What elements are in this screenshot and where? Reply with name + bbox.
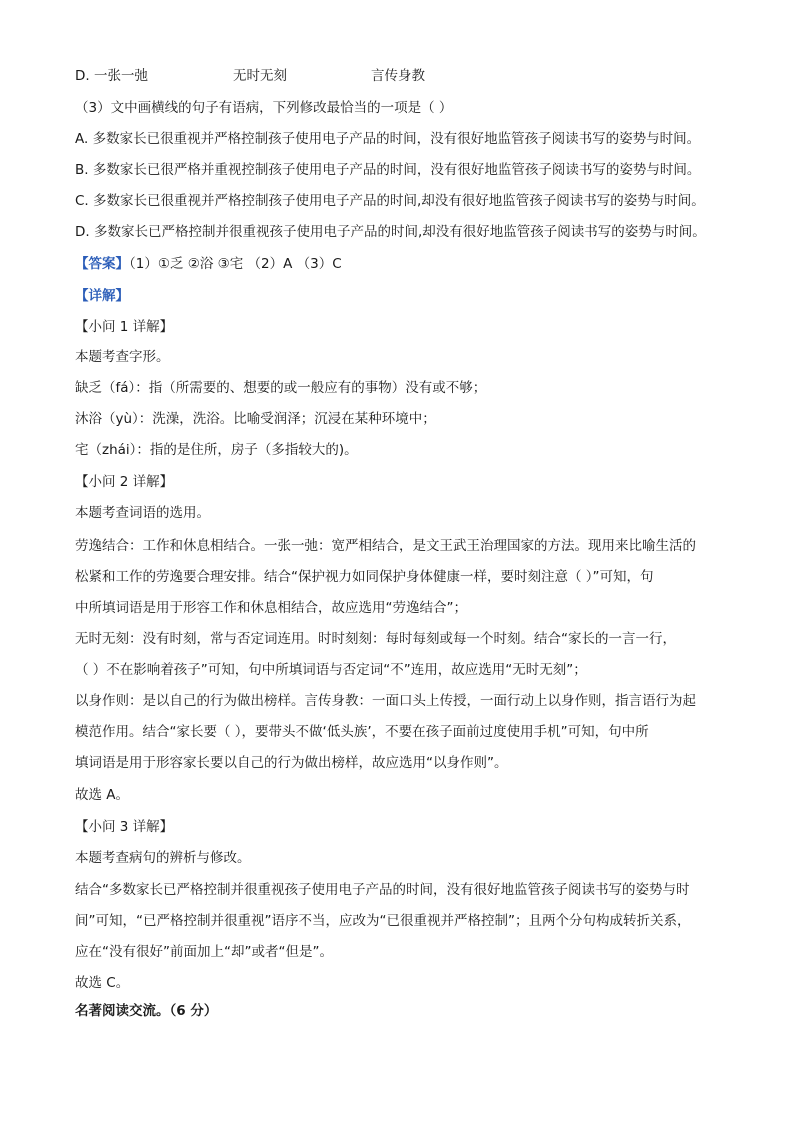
section-1-line: 宅（zhái）：指的是住所，房子（多指较大的)。 <box>75 442 358 458</box>
section-3-line: 应在“没有很好”前面加上“却”或者“但是”。 <box>75 944 333 960</box>
section-2-line: 劳逸结合：工作和休息相结合。一张一弛：宽严相结合，是文王武王治理国家的方法。现用来比喻生活的 <box>75 538 696 554</box>
detail-heading: 【详解】 <box>75 288 129 304</box>
section-1-line: 缺乏（fá）：指（所需要的、想要的或一般应有的事物）没有或不够； <box>75 380 487 396</box>
section-2-line: 模范作用。结合“家长要（ ），要带头不做‘低头族’，不要在孩子面前过度使用手机”可知，句中所 <box>75 724 649 740</box>
section-3-line: 间”可知，“已严格控制并很重视”语序不当，应改为“已很重视并严格控制”；且两个分句构成转折关系， <box>75 913 691 929</box>
section-2-line: 故选 A。 <box>75 787 130 803</box>
next-question-heading: 名著阅读交流。（6 分） <box>75 1003 218 1019</box>
section-2-line: 松紧和工作的劳逸要合理安排。结合“保护视力如同保护身体健康一样，要时刻注意（ ）”可知，句 <box>75 569 654 585</box>
option-d-word-2: 无时无刻 <box>233 68 287 84</box>
section-1-line: 沐浴（yù）：洗澡，洗浴。比喻受润泽；沉浸在某种环境中； <box>75 411 436 427</box>
section-2-heading: 【小问 2 详解】 <box>75 474 174 490</box>
option-d-label: D. 一张一弛 <box>75 68 148 84</box>
section-2-line: 以身作则：是以自己的行为做出榜样。言传身教：一面口头上传授，一面行动上以身作则，指言语行为起 <box>75 693 696 709</box>
section-3-heading: 【小问 3 详解】 <box>75 819 174 835</box>
answer-tag: 【答案】 <box>75 256 129 272</box>
section-2-line: 无时无刻：没有时刻，常与否定词连用。时时刻刻：每时每刻或每一个时刻。结合“家长的一言一行， <box>75 631 676 647</box>
answer-text: （1）①乏 ②浴 ③宅 （2）A （3）C <box>129 256 342 272</box>
answer-line <box>75 254 724 274</box>
question-3-option-c: C. 多数家长已很重视并严格控制孩子使用电子产品的时间,却没有很好地监管孩子阅读书写的姿势与时间。 <box>75 193 705 209</box>
section-2-line: 填词语是用于形容家长要以自己的行为做出榜样，故应选用“以身作则”。 <box>75 755 508 771</box>
question-3-option-a: A. 多数家长已很重视并严格控制孩子使用电子产品的时间，没有很好地监管孩子阅读书写的姿势与时间。 <box>75 131 701 147</box>
question-3-stem: （3）文中画横线的句子有语病，下列修改最恰当的一项是（ ） <box>75 100 453 116</box>
section-3-line: 故选 C。 <box>75 975 130 991</box>
question-3-option-b: B. 多数家长已很严格并重视控制孩子使用电子产品的时间，没有很好地监管孩子阅读书写的姿势与时间。 <box>75 162 701 178</box>
section-2-line: 中所填词语是用于形容工作和休息相结合，故应选用“劳逸结合”； <box>75 600 467 616</box>
section-3-line: 本题考查病句的辨析与修改。 <box>75 850 251 866</box>
option-d-word-3: 言传身教 <box>371 68 425 84</box>
section-3-line: 结合“多数家长已严格控制并很重视孩子使用电子产品的时间，没有很好地监管孩子阅读书写的姿势与时 <box>75 882 690 898</box>
section-1-line: 本题考查字形。 <box>75 349 170 365</box>
section-2-line: 本题考查词语的选用。 <box>75 505 210 521</box>
section-1-heading: 【小问 1 详解】 <box>75 319 174 335</box>
section-2-line: （ ）不在影响着孩子”可知，句中所填词语与否定词“不”连用，故应选用“无时无刻”； <box>75 662 587 678</box>
question-3-option-d: D. 多数家长已严格控制并很重视孩子使用电子产品的时间,却没有很好地监管孩子阅读书写的姿势与时间。 <box>75 224 706 240</box>
